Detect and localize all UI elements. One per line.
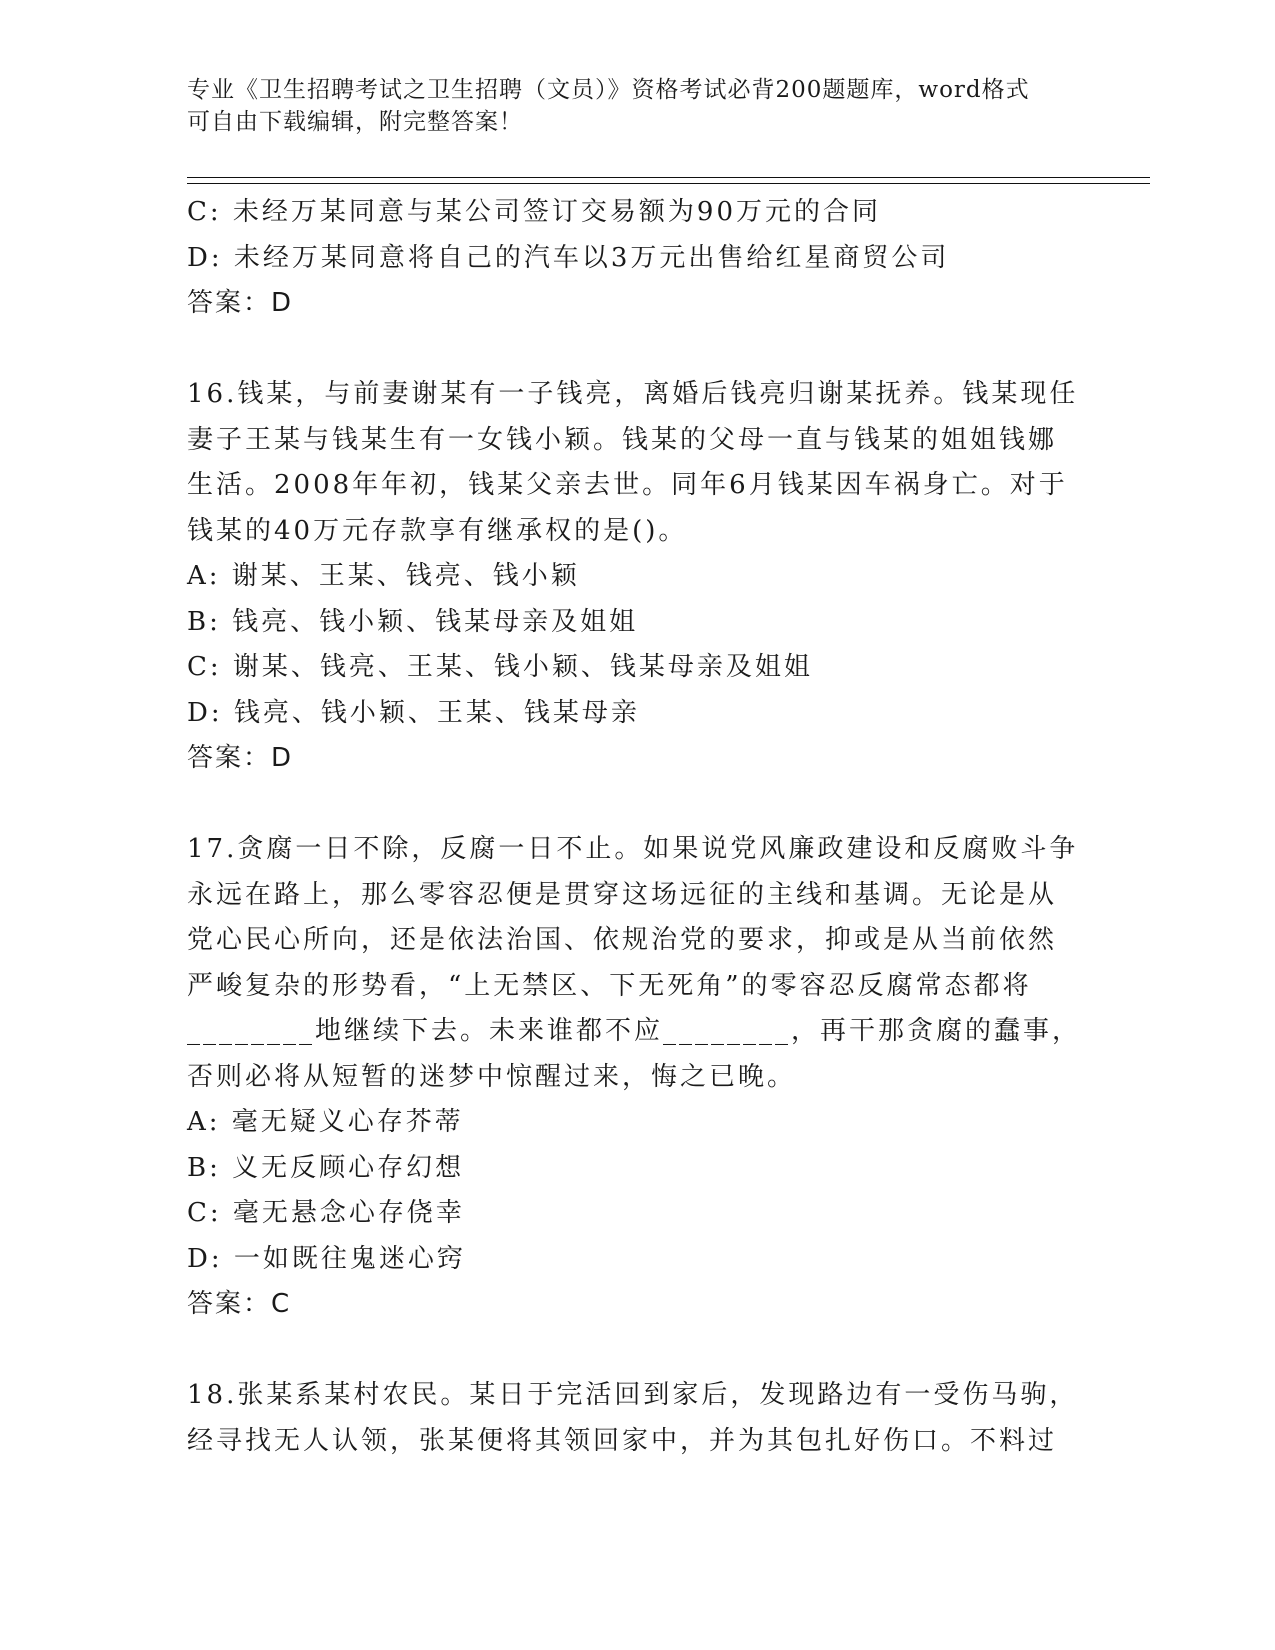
question-stem-line: ________地继续下去。未来谁都不应________，再干那贪腐的蠢事， [187, 1016, 1082, 1046]
question-stem-line: 永远在路上，那么零容忍便是贯穿这场远征的主线和基调。无论是从 [187, 879, 1058, 910]
answer-line: 答案：D [187, 743, 294, 773]
question-stem-line: 18.张某系某村农民。某日于完活回到家后，发现路边有一受伤马驹， [187, 1380, 1079, 1410]
question-stem-line: 经寻找无人认领，张某便将其领回家中，并为其包扎好伤口。不料过 [187, 1425, 1058, 1456]
question-stem-line: 严峻复杂的形势看，“上无禁区、下无死角”的零容忍反腐常态都将 [187, 970, 1032, 1001]
option-b: B: 钱亮、钱小颖、钱某母亲及姐姐 [187, 606, 639, 637]
question-stem-line: 16.钱某，与前妻谢某有一子钱亮，离婚后钱亮归谢某抚养。钱某现任 [187, 379, 1079, 409]
question-15-tail [187, 190, 1087, 327]
header-rule-top [187, 177, 1150, 178]
question-stem-line: 党心民心所向，还是依法治国、依规治党的要求，抑或是从当前依然 [187, 925, 1058, 955]
page-header [187, 74, 1087, 138]
option-d: D: 一如既往鬼迷心窍 [187, 1243, 466, 1274]
spacer [187, 327, 1087, 373]
answer-line: 答案：D [187, 288, 294, 318]
option-a: A: 毫无疑义心存芥蒂 [187, 1107, 464, 1137]
question-stem-line: 否则必将从短暂的迷梦中惊醒过来，悔之已晚。 [187, 1061, 797, 1092]
option-d: D: 钱亮、钱小颖、王某、钱某母亲 [187, 697, 640, 728]
option-d: D: 未经万某同意将自己的汽车以3万元出售给红星商贸公司 [187, 242, 950, 273]
question-stem-line: 17.贪腐一日不除，反腐一日不止。如果说党风廉政建设和反腐败斗争 [187, 834, 1079, 864]
header-line-2: 可自由下载编辑，附完整答案！ [187, 109, 523, 135]
header-line-1: 专业《卫生招聘考试之卫生招聘（文员）》资格考试必背200题题库，word格式 [187, 77, 1030, 103]
question-16 [187, 372, 1087, 782]
question-stem-line: 生活。2008年年初，钱某父亲去世。同年6月钱某因车祸身亡。对于 [187, 470, 1068, 500]
question-18 [187, 1373, 1087, 1464]
answer-line: 答案：C [187, 1289, 292, 1319]
spacer [187, 782, 1087, 828]
question-stem-line: 钱某的40万元存款享有继承权的是()。 [187, 515, 688, 546]
question-stem-line: 妻子王某与钱某生有一女钱小颖。钱某的父母一直与钱某的姐姐钱娜 [187, 424, 1058, 455]
option-c: C: 毫无悬念心存侥幸 [187, 1198, 465, 1228]
option-c: C: 未经万某同意与某公司签订交易额为90万元的合同 [187, 197, 882, 227]
question-content [187, 190, 1087, 1464]
spacer [187, 1328, 1087, 1374]
option-b: B: 义无反顾心存幻想 [187, 1152, 465, 1183]
question-17 [187, 827, 1087, 1328]
option-a: A: 谢某、王某、钱亮、钱小颖 [187, 561, 580, 591]
header-rule-bottom [187, 183, 1150, 184]
option-c: C: 谢某、钱亮、王某、钱小颖、钱某母亲及姐姐 [187, 652, 813, 682]
